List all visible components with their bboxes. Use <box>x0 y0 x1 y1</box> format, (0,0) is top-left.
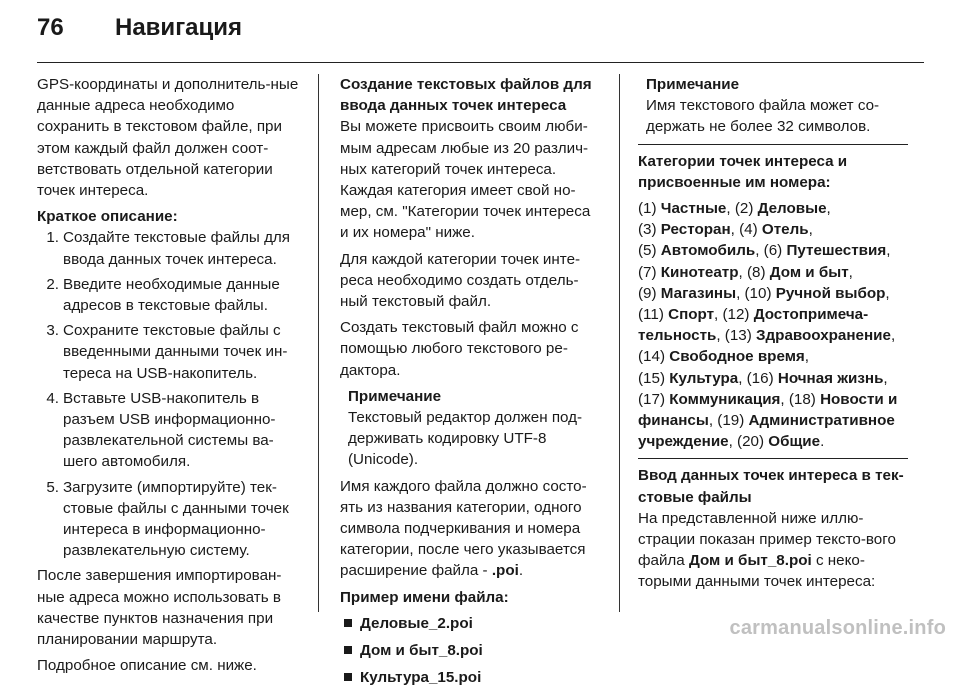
paragraph: Для каждой категории точек инте-реса необходимо создать отдель-ный текстовый файл. <box>340 250 581 311</box>
category-number: (5) <box>638 242 661 260</box>
section-heading-categories: Категории точек интереса и присвоенные им номера: <box>638 144 908 193</box>
list-item: Деловые_2.poi <box>340 613 602 634</box>
category-number: (11) <box>638 306 669 324</box>
category-line <box>638 219 908 240</box>
category-line <box>638 346 908 367</box>
category-name: Новости и <box>820 390 898 408</box>
list-item <box>37 274 299 316</box>
category-name: учреждение <box>638 433 729 451</box>
page-title: Навигация <box>115 14 243 41</box>
paragraph: Создать текстовый файл можно с помощью любого текстового ре-дактора. <box>340 319 579 379</box>
category-line <box>638 431 908 452</box>
category-name: Ресторан <box>660 221 731 239</box>
note-title: Примечание <box>348 387 442 405</box>
section-heading-input: Ввод данных точек интереса в тек-стовые файлы <box>638 458 908 507</box>
category-name: Дом и быт <box>769 263 849 281</box>
category-line <box>638 410 908 431</box>
category-name: Свободное время <box>669 348 805 366</box>
category-line <box>638 262 908 283</box>
input-text: с неко-торыми данными точек интереса: <box>638 552 876 591</box>
category-number: (9) <box>638 284 661 302</box>
intro-paragraph: GPS-координаты и дополнитель-ные данные адреса необходимо сохранить в текстовом файле, при этом каждый файл должен соот-ветствовать отдельной категории точек интереса. <box>37 76 299 200</box>
step-text: Загрузите (импортируйте) тек-стовые файлы с данными точек интереса в информационно-развлекательную систему. <box>63 478 289 560</box>
step-text: Создайте текстовые файлы для ввода данных точек интереса. <box>63 229 291 268</box>
step-number: 5. <box>46 478 59 496</box>
category-list <box>638 198 908 452</box>
category-name: Путешествия <box>786 242 887 260</box>
category-name: финансы <box>638 412 709 430</box>
category-name: Автомобиль <box>660 242 756 260</box>
step-text: Вставьте USB-накопитель в разъем USB информационно-развлекательной системы ва-шего автомобиля. <box>63 389 276 471</box>
category-number: (14) <box>638 348 670 366</box>
category-number: , <box>808 221 813 239</box>
after-import-paragraph: После завершения импортирован-ные адреса можно использовать в качестве пунктов назначения при планировании маршрута. <box>37 567 282 649</box>
category-number: , (20) <box>728 433 769 451</box>
list-item <box>37 227 299 269</box>
file-extension: .poi <box>491 562 519 580</box>
category-number: (15) <box>638 369 670 387</box>
step-text: Введите необходимые данные адресов в текстовые файлы. <box>63 275 280 315</box>
category-line <box>638 368 908 389</box>
note-title: Примечание <box>646 76 740 93</box>
summary-heading: Краткое описание: <box>37 208 178 226</box>
category-name: Ручной выбор <box>775 284 886 302</box>
category-number: , <box>885 284 890 302</box>
category-number: , (19) <box>708 412 749 430</box>
example-filename: Дом и быт_8.poi <box>688 552 812 570</box>
watermark: carmanualsonline.info <box>729 617 946 639</box>
example-heading: Пример имени файла: <box>340 588 509 606</box>
list-item <box>37 477 299 562</box>
category-name: Частные <box>660 200 727 218</box>
list-item: Культура_15.poi <box>340 667 602 688</box>
category-name: Деловые <box>757 200 827 218</box>
category-number: , (8) <box>738 263 770 281</box>
note-box <box>340 386 602 471</box>
header-rule <box>37 62 924 63</box>
example-list <box>340 613 602 689</box>
punctuation: . <box>518 562 524 580</box>
category-number: (7) <box>638 263 661 281</box>
category-name: Спорт <box>668 306 715 324</box>
category-line <box>638 389 908 410</box>
category-number: , (10) <box>736 284 776 302</box>
step-number: 1. <box>46 229 59 247</box>
category-name: Отель <box>761 221 809 239</box>
category-number: , <box>886 242 891 260</box>
category-name: Административное <box>748 412 895 430</box>
step-number: 4. <box>46 389 59 407</box>
note-text: Текстовый редактор должен под-держивать кодировку UTF-8 (Unicode). <box>348 409 583 469</box>
category-line <box>638 198 908 219</box>
category-number: , <box>890 327 896 345</box>
column-divider-2 <box>619 74 620 612</box>
category-number: , (18) <box>780 390 821 408</box>
filename-rule-paragraph <box>340 476 602 582</box>
page-number: 76 <box>37 14 64 41</box>
input-text: На представленной ниже иллю-страции показан пример тексто-вого файла <box>638 509 896 570</box>
category-number: (17) <box>638 390 670 408</box>
steps-list <box>37 227 299 561</box>
category-name: Общие <box>768 433 821 451</box>
category-number: , (12) <box>714 306 754 324</box>
note-text: Имя текстового файла может со-держать не более 32 символов. <box>646 97 880 136</box>
category-name: Культура <box>669 369 739 387</box>
category-line <box>638 325 908 346</box>
category-line <box>638 240 908 261</box>
category-name: Кинотеатр <box>660 263 739 281</box>
list-item: Дом и быт_8.poi <box>340 640 602 661</box>
category-number: , (13) <box>716 327 757 345</box>
column-divider-1 <box>318 74 319 612</box>
category-number: , <box>826 200 831 218</box>
list-item <box>37 320 299 384</box>
section-heading-create-files: Создание текстовых файлов для ввода данных точек интереса <box>340 76 592 115</box>
step-number: 2. <box>46 275 59 293</box>
category-number: , (2) <box>726 200 758 218</box>
category-number: , <box>883 369 888 387</box>
category-name: Здравоохранение <box>756 327 891 345</box>
category-number: (3) <box>638 221 661 239</box>
column-1 <box>37 74 299 676</box>
list-item <box>37 388 299 473</box>
step-text: Сохраните текстовые файлы с введенными данными точек ин-тереса на USB-накопитель. <box>63 322 288 382</box>
category-name: Достопримеча- <box>753 306 869 324</box>
category-name: Ночная жизнь <box>777 369 884 387</box>
category-number: , <box>848 263 853 281</box>
category-name: тельность <box>638 327 717 345</box>
category-number: , (4) <box>730 221 762 239</box>
category-line <box>638 304 908 325</box>
filename-rule-text: Имя каждого файла должно состо-ять из названия категории, одного символа подчеркивания и номера категории, после чего указывается расширение файла - <box>340 477 587 580</box>
column-2 <box>340 74 602 694</box>
paragraph: Вы можете присвоить своим люби-мым адресам любые из 20 различ-ных категорий точек интереса. Каждая категория имеет свой но-мер, см. "Категории точек интереса и их номера" ниже. <box>340 118 591 242</box>
step-number: 3. <box>46 322 59 340</box>
see-below-paragraph: Подробное описание см. ниже. <box>37 657 257 675</box>
category-line <box>638 283 908 304</box>
note-box <box>638 74 908 138</box>
category-number: , <box>804 348 810 366</box>
category-number: . <box>820 433 825 451</box>
column-3 <box>638 74 908 593</box>
category-number: , (16) <box>738 369 778 387</box>
category-number: , (6) <box>755 242 787 260</box>
category-number: (1) <box>638 200 661 218</box>
page-header <box>37 14 242 54</box>
input-paragraph <box>638 508 908 593</box>
category-name: Магазины <box>660 284 737 302</box>
category-name: Коммуникация <box>669 390 781 408</box>
